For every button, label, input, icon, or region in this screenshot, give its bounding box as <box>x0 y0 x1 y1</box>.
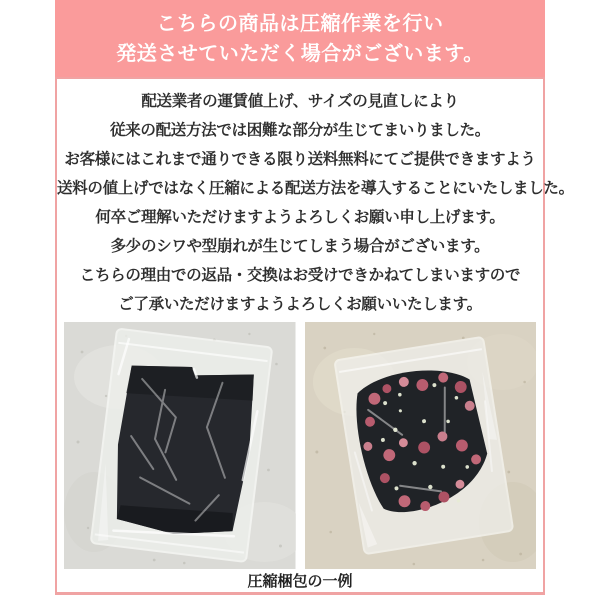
notice-header <box>55 0 545 77</box>
header-line-2: 発送させていただく場合がございます。 <box>116 42 484 65</box>
photo-compressed-floral-garment <box>305 322 537 569</box>
notice-line: ご了承いただけますようよろしくお願いいたします。 <box>118 296 482 313</box>
notice-panel <box>55 0 574 595</box>
notice-line: 送料の値上げではなく圧縮による配送方法を導入することにいたしました。 <box>57 180 574 197</box>
notice-line: 何卒ご理解いただけますようよろしくお願い申し上げます。 <box>95 209 505 226</box>
notice-line: こちらの理由での返品・交換はお受けできかねてしまいますので <box>79 267 521 284</box>
notice-line: お客様にはこれまで通りできる限り送料無料にてご提供できますよう <box>64 151 536 168</box>
compressed-floral-garment-illustration <box>305 322 537 569</box>
compressed-black-garment-illustration <box>64 322 296 569</box>
photo-row <box>57 319 543 569</box>
photo-compressed-black-garment <box>64 322 296 569</box>
notice-line: 従来の配送方法では困難な部分が生じてまいりました。 <box>109 122 490 139</box>
header-line-1: こちらの商品は圧縮作業を行い <box>156 12 444 35</box>
notice-line: 多少のシワや型崩れが生じてしまう場合がございます。 <box>110 238 490 255</box>
notice-box <box>55 77 574 595</box>
notice-line: 配送業者の運賃値上げ、サイズの見直しにより <box>141 93 459 110</box>
photo-caption: 圧縮梱包の一例 <box>247 573 353 590</box>
notice-text-block <box>57 79 574 319</box>
